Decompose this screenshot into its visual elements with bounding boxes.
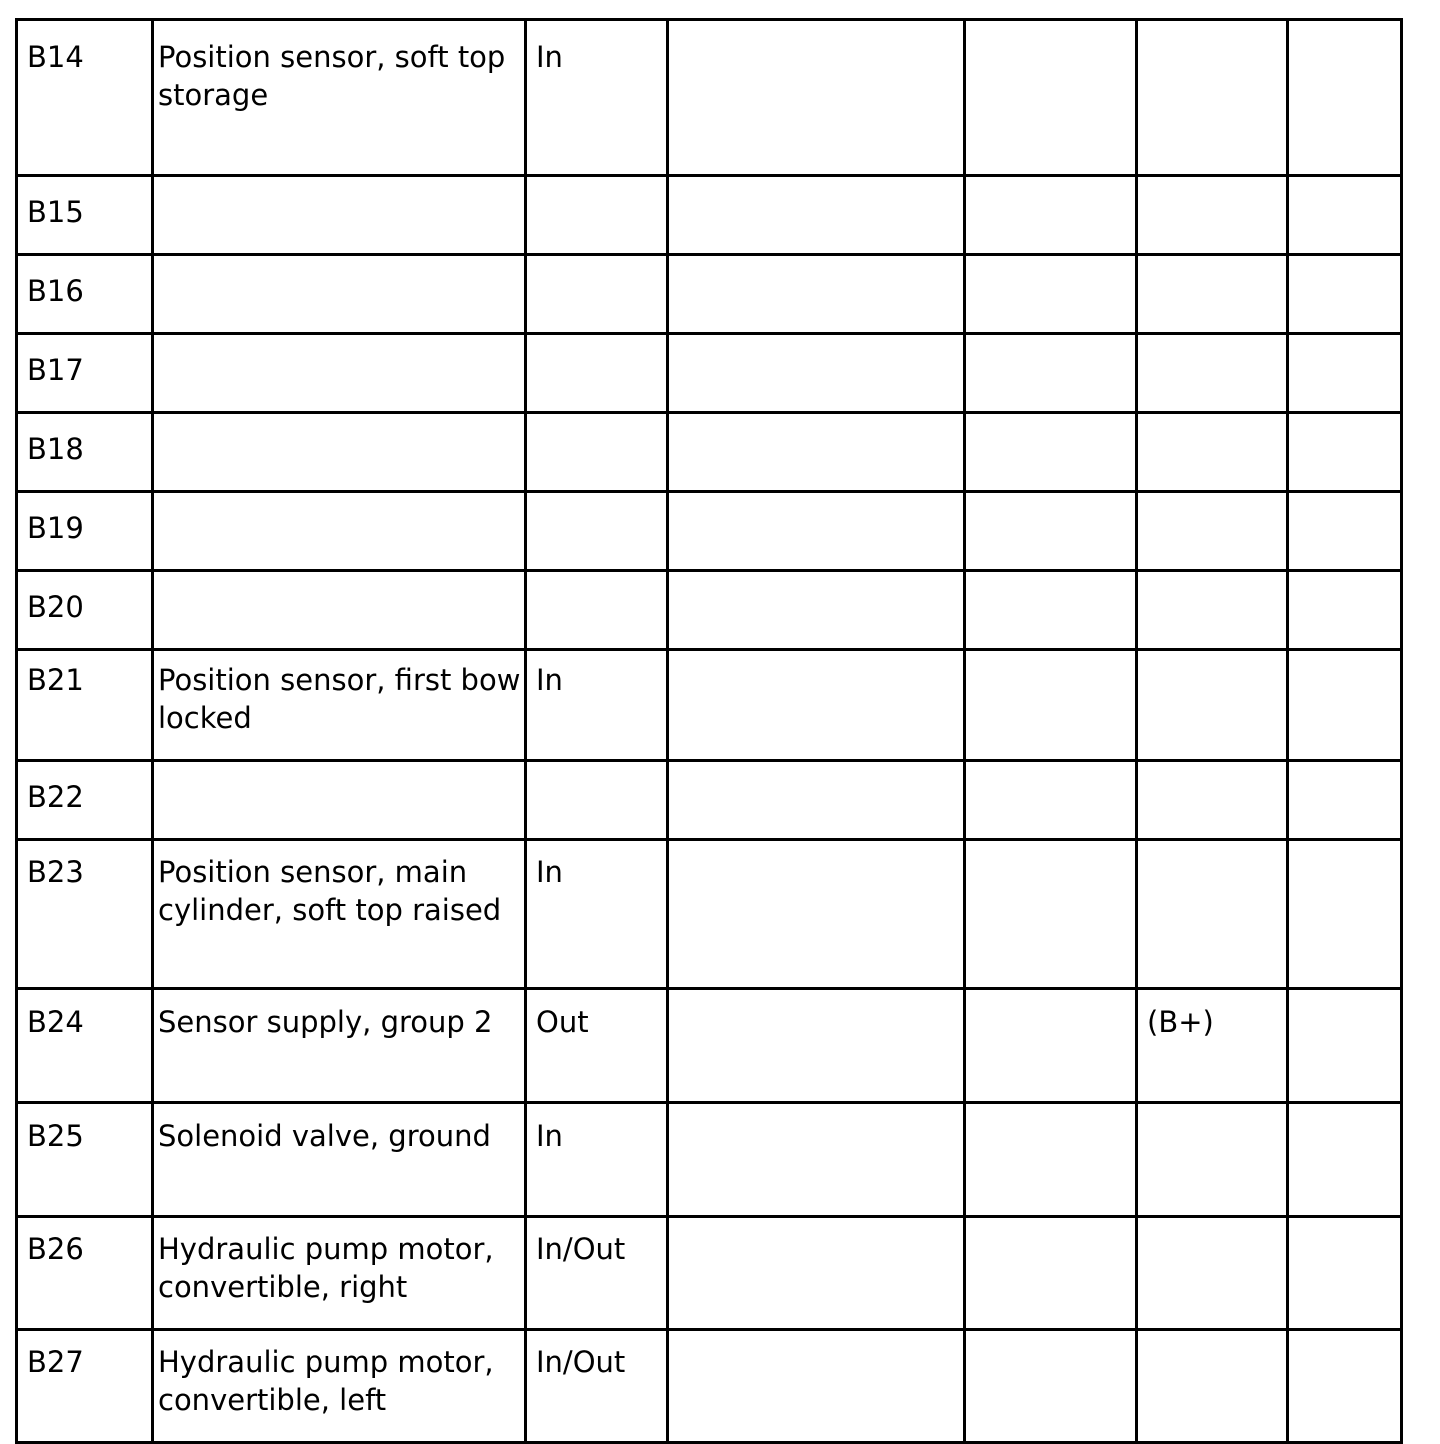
- column-5-cell: [965, 334, 1137, 413]
- table-row: [17, 492, 1402, 571]
- column-4-cell: [668, 840, 965, 989]
- column-5-cell: [965, 1103, 1137, 1217]
- pin-cell: B22: [17, 761, 153, 840]
- pin-cell: B27: [17, 1330, 153, 1443]
- column-7-cell: [1288, 1330, 1402, 1443]
- description-cell: [153, 176, 526, 255]
- column-7-cell: [1288, 989, 1402, 1103]
- direction-cell: [526, 761, 668, 840]
- description-cell: [153, 334, 526, 413]
- direction-cell: [526, 413, 668, 492]
- column-7-cell: [1288, 650, 1402, 761]
- column-6-cell: [1137, 571, 1288, 650]
- direction-cell: [526, 571, 668, 650]
- column-6-cell: [1137, 1103, 1288, 1217]
- table-row: [17, 334, 1402, 413]
- column-6-cell: [1137, 20, 1288, 176]
- column-5-cell: [965, 650, 1137, 761]
- column-5-cell: [965, 1330, 1137, 1443]
- column-4-cell: [668, 761, 965, 840]
- column-4-cell: [668, 989, 965, 1103]
- column-7-cell: [1288, 176, 1402, 255]
- description-cell: [153, 761, 526, 840]
- column-6-cell: [1137, 176, 1288, 255]
- column-5-cell: [965, 1217, 1137, 1330]
- column-6-cell: [1137, 334, 1288, 413]
- column-5-cell: [965, 20, 1137, 176]
- pin-cell: B25: [17, 1103, 153, 1217]
- table-body: [17, 20, 1402, 1443]
- table-row: [17, 20, 1402, 176]
- description-cell: Hydraulic pump motor, convertible, left: [153, 1330, 526, 1443]
- column-6-cell: [1137, 492, 1288, 571]
- column-7-cell: [1288, 492, 1402, 571]
- direction-cell: In: [526, 650, 668, 761]
- column-4-cell: [668, 1330, 965, 1443]
- column-6-cell: [1137, 413, 1288, 492]
- column-5-cell: [965, 571, 1137, 650]
- direction-cell: In: [526, 20, 668, 176]
- column-5-cell: [965, 989, 1137, 1103]
- table-row: [17, 413, 1402, 492]
- column-6-cell: [1137, 1330, 1288, 1443]
- table-row: [17, 1217, 1402, 1330]
- table-row: [17, 255, 1402, 334]
- description-cell: Hydraulic pump motor, convertible, right: [153, 1217, 526, 1330]
- table-row: [17, 571, 1402, 650]
- column-6-cell: (B+): [1137, 989, 1288, 1103]
- column-4-cell: [668, 334, 965, 413]
- column-6-cell: [1137, 1217, 1288, 1330]
- description-cell: [153, 255, 526, 334]
- column-7-cell: [1288, 20, 1402, 176]
- pin-cell: B15: [17, 176, 153, 255]
- description-cell: Position sensor, soft top storage: [153, 20, 526, 176]
- column-7-cell: [1288, 1217, 1402, 1330]
- description-cell: [153, 492, 526, 571]
- column-4-cell: [668, 176, 965, 255]
- column-4-cell: [668, 255, 965, 334]
- column-4-cell: [668, 1217, 965, 1330]
- direction-cell: In/Out: [526, 1330, 668, 1443]
- pin-cell: B18: [17, 413, 153, 492]
- column-6-cell: [1137, 255, 1288, 334]
- pin-cell: B19: [17, 492, 153, 571]
- column-5-cell: [965, 255, 1137, 334]
- table-row: [17, 650, 1402, 761]
- direction-cell: In: [526, 1103, 668, 1217]
- column-5-cell: [965, 176, 1137, 255]
- column-5-cell: [965, 761, 1137, 840]
- column-6-cell: [1137, 650, 1288, 761]
- column-5-cell: [965, 413, 1137, 492]
- pin-assignment-table: [15, 18, 1403, 1444]
- direction-cell: Out: [526, 989, 668, 1103]
- description-cell: Position sensor, main cylinder, soft top raised: [153, 840, 526, 989]
- column-7-cell: [1288, 571, 1402, 650]
- column-4-cell: [668, 20, 965, 176]
- description-cell: [153, 413, 526, 492]
- column-4-cell: [668, 650, 965, 761]
- table-row: [17, 761, 1402, 840]
- direction-cell: [526, 492, 668, 571]
- pin-cell: B23: [17, 840, 153, 989]
- column-6-cell: [1137, 840, 1288, 989]
- pin-cell: B14: [17, 20, 153, 176]
- pin-cell: B21: [17, 650, 153, 761]
- pin-cell: B20: [17, 571, 153, 650]
- description-cell: Solenoid valve, ground: [153, 1103, 526, 1217]
- pin-cell: B16: [17, 255, 153, 334]
- column-7-cell: [1288, 413, 1402, 492]
- column-7-cell: [1288, 334, 1402, 413]
- column-5-cell: [965, 492, 1137, 571]
- pin-cell: B24: [17, 989, 153, 1103]
- table-row: [17, 840, 1402, 989]
- table-row: [17, 1103, 1402, 1217]
- column-7-cell: [1288, 761, 1402, 840]
- column-4-cell: [668, 571, 965, 650]
- direction-cell: In/Out: [526, 1217, 668, 1330]
- table-row: [17, 1330, 1402, 1443]
- description-cell: Position sensor, first bow locked: [153, 650, 526, 761]
- column-4-cell: [668, 413, 965, 492]
- direction-cell: In: [526, 840, 668, 989]
- column-7-cell: [1288, 1103, 1402, 1217]
- description-cell: Sensor supply, group 2: [153, 989, 526, 1103]
- table-row: [17, 176, 1402, 255]
- direction-cell: [526, 176, 668, 255]
- direction-cell: [526, 255, 668, 334]
- table-row: [17, 989, 1402, 1103]
- column-5-cell: [965, 840, 1137, 989]
- pin-cell: B26: [17, 1217, 153, 1330]
- column-7-cell: [1288, 840, 1402, 989]
- column-4-cell: [668, 1103, 965, 1217]
- column-6-cell: [1137, 761, 1288, 840]
- description-cell: [153, 571, 526, 650]
- pin-cell: B17: [17, 334, 153, 413]
- column-4-cell: [668, 492, 965, 571]
- column-7-cell: [1288, 255, 1402, 334]
- direction-cell: [526, 334, 668, 413]
